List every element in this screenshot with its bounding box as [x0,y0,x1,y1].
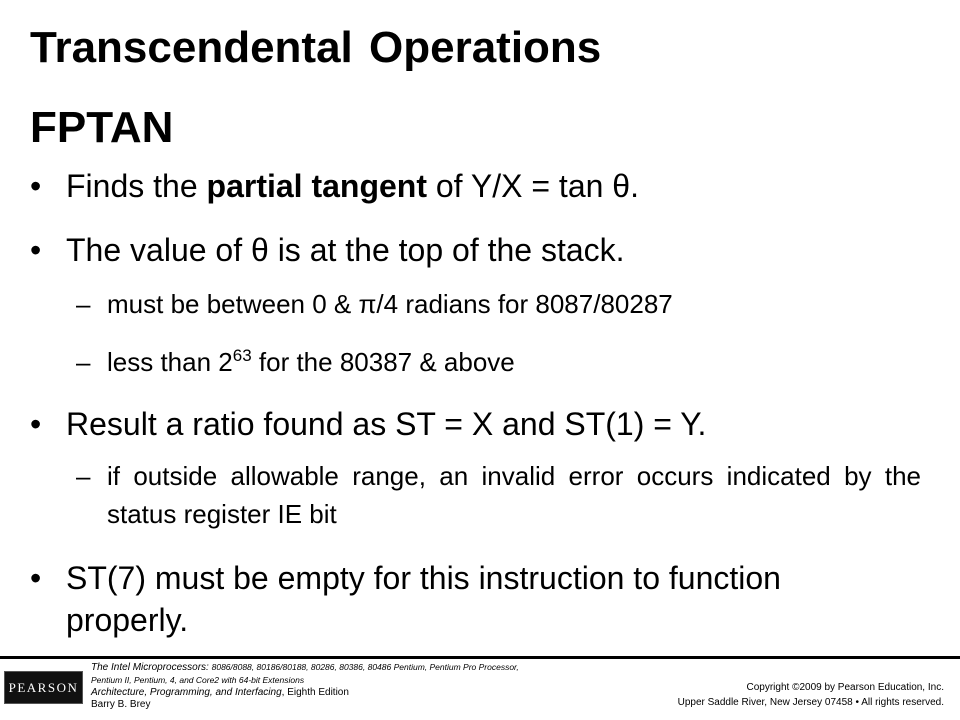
slide-title: Transcendental Operations [30,23,602,72]
sub-bullet-item [76,457,921,533]
bold-term: partial tangent [206,168,427,204]
address-line: Upper Saddle River, New Jersey 07458 • All rights reserved. [677,697,944,708]
book-edition: , Eighth Edition [281,687,349,698]
superscript: 63 [232,346,252,365]
bullet-dot: • [30,406,42,442]
bullet-text: The value of θ is at the top of the stack. [66,232,625,268]
sub-bullet-dash: – [76,289,91,319]
bullet-item [30,229,930,271]
bullet-text: Finds the partial tangent of Y/X = tan θ. [66,168,639,204]
bullet-item [30,403,930,445]
book-processors: 8086/8088, 80186/80188, 80286, 80386, 80486 Pentium, Pentium Pro Processor, Pentium II, Pentium, 4, and Core2 with 64-bit Extensions [91,662,519,685]
book-title: The Intel Microprocessors: [91,662,209,673]
bullet-dot: • [30,168,42,204]
logo-text: PEARSON [8,679,79,695]
sub-bullet-item [76,343,921,381]
sub-bullet-dash: – [76,461,91,491]
bullet-item [30,165,930,207]
bullet-text: Result a ratio found as ST = X and ST(1) = Y. [66,406,707,442]
copyright-line: Copyright ©2009 by Pearson Education, Inc. [746,682,944,693]
slide-subtitle: FPTAN [30,103,174,152]
bullet-dot: • [30,232,42,268]
footer-copyright [584,680,944,710]
sub-bullet-text: if outside allowable range, an invalid error occurs indicated by the status register IE bit [107,461,921,529]
footer-divider [0,656,960,659]
sub-bullet-item [76,285,921,323]
bullet-text: ST(7) must be empty for this instruction to function properly. [66,560,781,638]
sub-bullet-text: less than $2^{63}$ for the 80387 & above [107,346,515,377]
sub-bullet-text: must be between 0 & π/4 radians for 8087/80287 [107,289,673,319]
pearson-logo [4,671,83,704]
book-author: Barry B. Brey [91,699,151,710]
footer-citation [91,661,531,711]
bullet-dot: • [30,560,42,596]
bullet-item [30,557,890,641]
sub-bullet-dash: – [76,347,91,377]
book-subtitle: Architecture, Programming, and Interfacing [91,687,282,698]
